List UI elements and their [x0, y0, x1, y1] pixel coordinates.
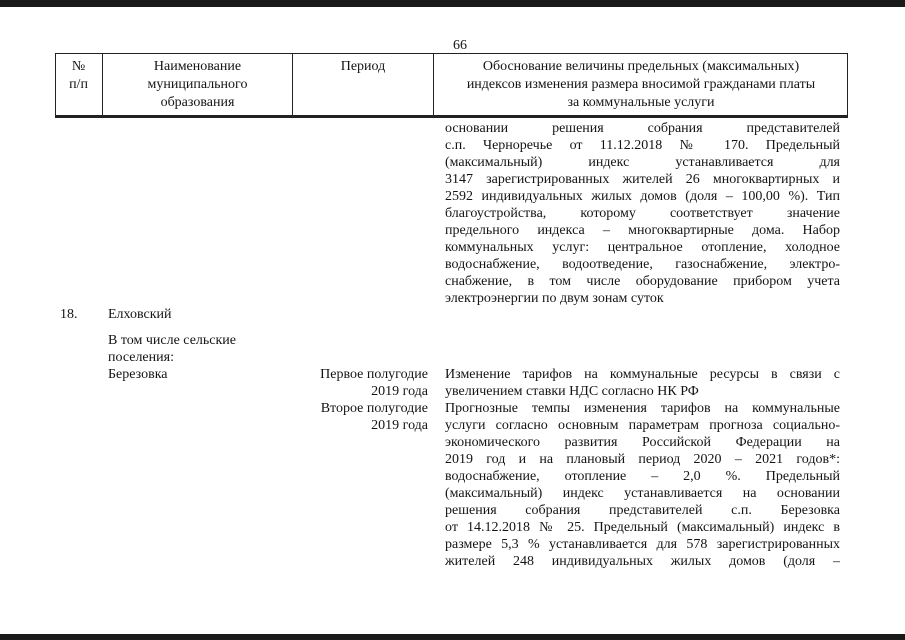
page-number: 66 — [453, 38, 467, 53]
basis-text-forecast: Прогнозные темпы изменения тарифов на коммунальные услуги согласно основным параметрам прогноза социально- экономического развития Российской Федерации на 2019 год и на плановый период 2020 – 2021 годов*: водоснабжение, отопление – 2,0 %. Предельный (максимальный) индекс устанавливается на основании решения собрания представителей с.п. Березовка от 14.12.2018 № 25. Предельный (максимальный) индекс в размере 5,3 % устанавливается для 578 зарегистрированных жителей 248 индивидуальных жилых домов (доля – — [445, 401, 840, 569]
header-municipality: Наименование муниципального образования — [147, 59, 248, 110]
row-number: 18. — [60, 307, 78, 322]
municipality-name: Елховский — [108, 307, 172, 322]
continuation-text: основании решения собрания представителей с.п. Черноречье от 11.12.2018 № 170. Предельный (максимальный) индекс устанавливается для 3147 зарегистрированных жителей 26 многоквартирных и 2592 индивидуальных жилых домов (доля – 100,00 %). Тип благоустройства, которому соответствует значение предельного индекса – многоквартирные дома. Набор коммунальных услуг: центральное отопление, холодное водоснабжение, водоотведение, газоснабжение, электро- снабжение, в том числе оборудование прибором учета электроэнергии по двум зонам суток — [445, 121, 840, 306]
basis-text-vat: Изменение тарифов на коммунальные ресурсы в связи с увеличением ставки НДС согласно НК РФ — [445, 367, 840, 399]
period-cell: Первое полугодие 2019 года Второе полугодие 2019 года — [320, 367, 428, 433]
header-basis: Обоснование величины предельных (максимальных) индексов изменения размера вносимой гражданами платы за коммунальные услуги — [466, 59, 816, 110]
subheading: В том числе сельские поселения: — [108, 333, 237, 365]
scan-bottom-edge — [0, 634, 905, 640]
header-period: Период — [340, 59, 386, 74]
header-divider — [55, 115, 848, 118]
settlement-name: Березовка — [108, 367, 168, 382]
header-number: № п/п — [69, 59, 88, 92]
scan-top-edge — [0, 0, 905, 7]
